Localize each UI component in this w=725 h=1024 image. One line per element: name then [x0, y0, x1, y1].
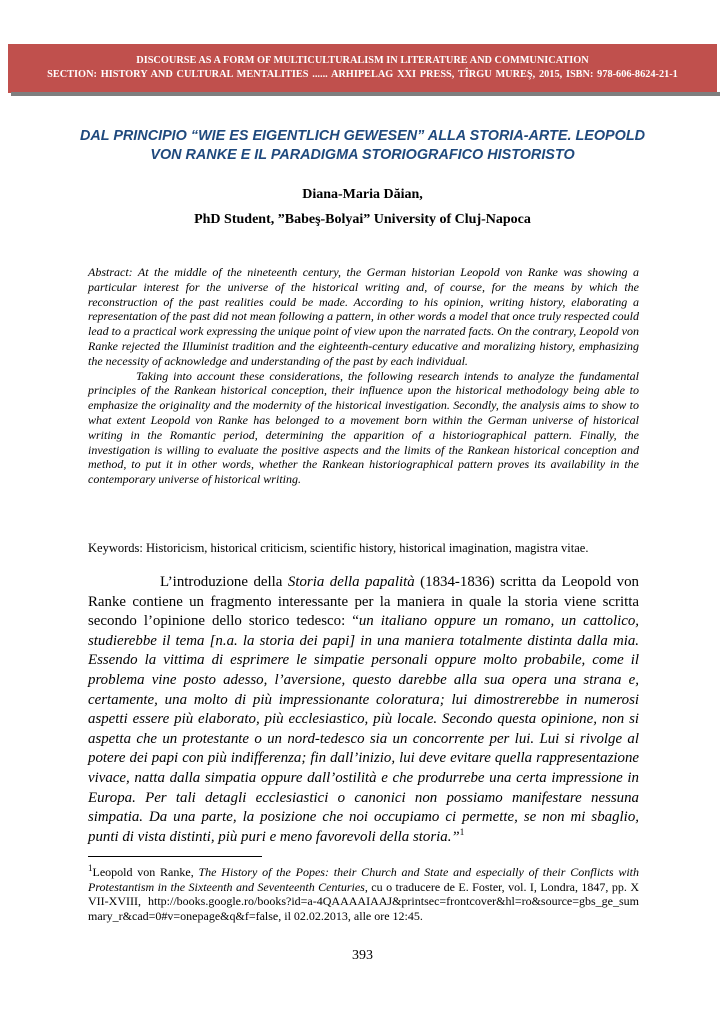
cited-work-title: Storia della papalità: [287, 574, 415, 590]
abstract-paragraph-1: Abstract: At the middle of the nineteenth century, the German historian Leopold von Ranke was showing a particular interest for the universe of the historical writing and, of course, for the means by which the reconstruction of the past realities could be made. According to his opinion, writing history, elaborating a representation of the past did not mean following a pattern, in other words a model that once truly respected could lead to a practical work expressing the unique point of view upon the narrated facts. On the contrary, Leopold von Ranke rejected the Illuminist tradition and the eighteenth-century educative and moralizing history, emphasizing the necessity of acknowledge and understanding of the past by each individual.: [88, 265, 639, 368]
footnote-number: 1: [88, 863, 93, 873]
journal-header-band: [8, 44, 717, 93]
title-line-2: VON RANKE E IL PARADIGMA STORIOGRAFICO HISTORISTO: [150, 147, 575, 163]
footnote-text-a: Leopold von Ranke,: [92, 865, 199, 879]
footnote: [88, 865, 639, 923]
footnote-text-b: , cu o traducere de E. Foster, vol. I, Londra, 1847, pp. XVII-XVIII, http://books.google.ro/books?id=a-4QAAAAIAAJ&printsec=frontcover&hl=ro&source=gbs_ge_summary_r&cad=0#v=onepage&q&f=false, il 02.02.2013, alle ore 12:45.: [88, 879, 639, 923]
body-paragraph: [88, 573, 639, 847]
abstract-paragraph-2: Taking into account these considerations, the following research intends to analyze the fundamental principles of the Rankean historical conception, their influence upon the historical methodology being able to emphasize the originality and the modernity of the historical investigation. Secondly, the analysis aims to show to what extent Leopold von Ranke has belonged to a movement born within the German universe of historical writing in the Romantic period, determining the apparition of a historiographical pattern. Finally, the investigation is willing to evaluate the positive aspects and the limits of the Rankean historical conception and method, to put it in other words, whether the Rankean historiographical pattern proves its availability in the contemporary universe of historical writing.: [88, 368, 639, 487]
keywords: Keywords: Historicism, historical criticism, scientific history, historical imagination, magistra vitae.: [88, 541, 589, 555]
author-affiliation: PhD Student, ”Babeş-Bolyai” University of Cluj-Napoca: [194, 212, 531, 227]
header-line-1: DISCOURSE AS A FORM OF MULTICULTURALISM IN LITERATURE AND COMMUNICATION: [136, 55, 589, 66]
author-name: Diana-Maria Dăian,: [302, 187, 423, 202]
intro-text-b: (1834-1836) scritta da Leopold von Ranke contiene un fragmento interessante per la maniera in quale la storia viene scritta secondo l’opinione dello storico tedesco: “: [88, 574, 639, 630]
footnote-separator: [88, 856, 262, 857]
footnote-ref[interactable]: 1: [459, 826, 465, 837]
header-line-2: SECTION: HISTORY AND CULTURAL MENTALITIES ...... ARHIPELAG XXI PRESS, TÎRGU MUREŞ, 2015, ISBN: 978-606-8624-21-1: [47, 69, 678, 80]
page-number: 393: [352, 948, 373, 963]
footnote-book-title: The History of the Popes: their Church and State and especially of their Conflicts with Protestantism in the Sixteenth and Seventeenth Centuries: [88, 865, 639, 894]
paper-title: [60, 127, 665, 165]
ranke-quote: un italiano oppure un romano, un cattolico, studierebbe il tema [n.a. la storia dei papi] in una maniera totalmente distinta dalla mia. Essendo la vittima di esprimere le simpatie personali oppure molto probabile, come il problema vine posto adesso, l’aversione, questo darebbe alla sua opera una strana e, certamente, una molto di più impressionante coloratura; lui dimostrerebbe in numerosi aspetti essere più elaborato, più ecclesiastico, più locale. Secondo questa opinione, non si aspetta che un protestante o un nord-tedesco sia un concorrente per lui. Lui si rivolge al potere dei papi con più indifferenza; fin dall’inizio, lui deve evitare quella rappresentazione vivace, natta dalla simpatia oppure dall’ostilità e che produrrebe una certa impressione in Europa. Per tali detagli ecclesiastici o canonici non possiamo manifestare nessuna simpatia. Da una parte, la posizione che noi occupiamo ci permette, se non mi sbaglio, punti di vista distinti, più puri e meno favorevoli della storia.”: [88, 613, 640, 845]
abstract: [88, 265, 639, 487]
title-line-1: DAL PRINCIPIO “WIE ES EIGENTLICH GEWESEN” ALLA STORIA-ARTE. LEOPOLD: [80, 128, 645, 144]
header-shadow: [11, 92, 720, 96]
intro-text-a: L’introduzione della: [160, 574, 288, 590]
